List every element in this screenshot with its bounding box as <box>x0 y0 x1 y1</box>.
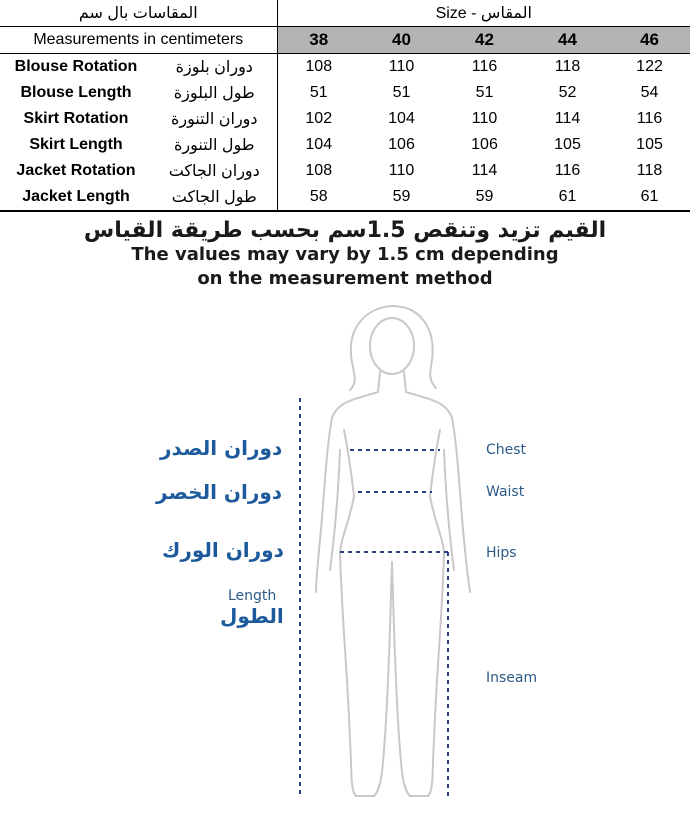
hips-label-ar: دوران الورك <box>162 538 284 562</box>
table-cell: 61 <box>609 184 690 211</box>
table-cell: 102 <box>305 110 333 127</box>
row-label-en: Blouse Rotation <box>14 58 138 75</box>
table-row <box>0 80 690 106</box>
header-arabic: المقاسات بال سم <box>0 0 277 27</box>
row-label-ar: دوران الجاكت <box>152 158 277 184</box>
header-size: Size - المقاس <box>277 0 690 27</box>
table-cell: 110 <box>388 162 415 179</box>
row-label-en: Jacket Length <box>0 184 152 211</box>
note-english-line2: on the measurement method <box>197 268 493 289</box>
length-label-ar: الطول <box>220 604 284 628</box>
size-table <box>0 0 690 212</box>
table-cell: 110 <box>388 58 415 75</box>
table-cell: 114 <box>554 110 581 127</box>
size-40: 40 <box>360 27 443 54</box>
table-row <box>0 132 690 158</box>
waist-label-ar: دوران الخصر <box>156 480 283 504</box>
row-label-ar: طول التنورة <box>152 132 277 158</box>
chest-label-ar: دوران الصدر <box>160 436 283 460</box>
table-cell: 58 <box>277 184 360 211</box>
inseam-label-en: Inseam <box>486 670 538 686</box>
hips-label-en: Hips <box>486 545 517 561</box>
table-cell: 52 <box>558 84 577 101</box>
table-cell: 54 <box>640 84 659 101</box>
row-label-en: Skirt Length <box>29 136 123 153</box>
table-cell: 105 <box>636 136 663 153</box>
chest-label-en: Chest <box>486 442 527 458</box>
table-cell: 61 <box>526 184 609 211</box>
row-label-en: Jacket Rotation <box>16 162 136 179</box>
table-cell: 106 <box>388 136 415 153</box>
table-cell: 116 <box>636 110 663 127</box>
table-cell: 118 <box>554 58 581 75</box>
table-cell: 105 <box>554 136 581 153</box>
table-cell: 116 <box>471 58 498 75</box>
size-38: 38 <box>277 27 360 54</box>
table-cell: 51 <box>475 84 494 101</box>
row-label-ar: طول البلوزة <box>152 80 277 106</box>
note-english-line1: The values may vary by 1.5 cm depending <box>131 244 559 265</box>
row-label-ar: دوران التنورة <box>152 106 277 132</box>
table-cell: 122 <box>636 58 663 75</box>
table-cell: 114 <box>471 162 498 179</box>
size-42: 42 <box>443 27 526 54</box>
table-cell: 59 <box>360 184 443 211</box>
table-row <box>0 158 690 184</box>
table-cell: 108 <box>305 58 333 75</box>
table-cell: 106 <box>471 136 498 153</box>
row-label-ar: طول الجاكت <box>152 184 277 211</box>
table-cell: 51 <box>392 84 411 101</box>
table-cell: 116 <box>554 162 581 179</box>
size-44: 44 <box>526 27 609 54</box>
table-cell: 59 <box>443 184 526 211</box>
size-46: 46 <box>609 27 690 54</box>
header-english: Measurements in centimeters <box>0 27 277 54</box>
table-cell: 51 <box>309 84 328 101</box>
table-row <box>0 184 690 211</box>
table-cell: 104 <box>388 110 415 127</box>
row-label-en: Skirt Rotation <box>23 110 129 127</box>
length-label-en: Length <box>228 588 277 604</box>
row-label-ar: دوران بلوزة <box>152 54 277 81</box>
table-cell: 108 <box>305 162 333 179</box>
row-label-en: Blouse Length <box>20 84 132 101</box>
body-figure <box>0 300 690 830</box>
table-row <box>0 54 690 81</box>
table-cell: 110 <box>471 110 498 127</box>
table-cell: 104 <box>305 136 333 153</box>
note-arabic: القيم تزيد وتنقص 1.5سم بحسب طريقة القياس <box>83 218 607 243</box>
waist-label-en: Waist <box>486 484 525 500</box>
table-row <box>0 106 690 132</box>
measurement-diagram <box>0 300 690 830</box>
table-cell: 118 <box>636 162 663 179</box>
